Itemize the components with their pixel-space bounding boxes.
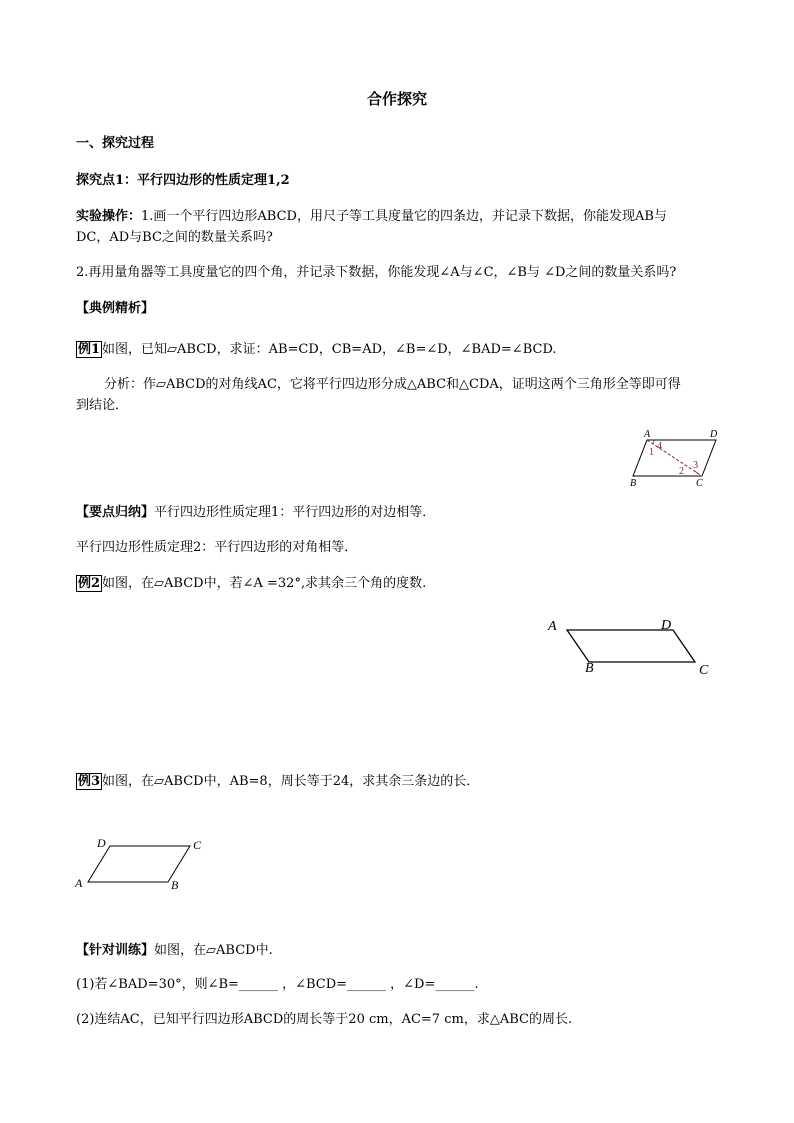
summary-line-2: 平行四边形性质定理2：平行四边形的对角相等． [76, 540, 358, 555]
experiment-label: 实验操作： [76, 209, 142, 224]
figure-1-angle-4: 4 [657, 441, 662, 452]
figure-2-label-c: C [699, 663, 709, 678]
figure-1-label-d: D [710, 429, 718, 440]
figure-3-label-d: D [97, 836, 106, 850]
example-1 [76, 339, 726, 361]
figure-3-label-c: C [193, 838, 202, 852]
experiment-line-2: DC，AD与BC之间的数量关系吗? [76, 230, 273, 245]
example-3-text: 如图，在▱ABCD中，AB=8，周长等于24，求其余三条边的长． [102, 774, 480, 789]
experiment-line-1 [76, 206, 726, 228]
figure-1-label-b: B [630, 478, 637, 489]
example-3 [76, 771, 726, 793]
experiment-text-1: 1.画一个平行四边形ABCD，用尺子等工具度量它的四条边，并记录下数据，你能发现AB与 [141, 209, 667, 224]
example-2 [76, 573, 726, 595]
explore-point-heading: 探究点1：平行四边形的性质定理1,2 [76, 173, 290, 188]
typical-heading: 【典例精析】 [76, 301, 155, 316]
training-label: 【针对训练】 [76, 943, 155, 958]
experiment-line-3: 2.再用量角器等工具度量它的四个角，并记录下数据，你能发现∠A与∠C，∠B与 ∠D之间的数量关系吗? [76, 265, 677, 280]
figure-2-parallelogram [567, 630, 695, 662]
figure-1-label-a: A [644, 429, 651, 440]
training-text: 如图，在▱ABCD中. [154, 943, 273, 958]
figure-1-angle-2: 2 [679, 466, 684, 477]
summary-text-1: 平行四边形性质定理1：平行四边形的对边相等． [154, 505, 436, 520]
figure-1-angle-arc-a [653, 440, 654, 444]
training-heading [76, 940, 726, 962]
example-3-figure [72, 836, 212, 894]
figure-3-parallelogram [88, 846, 190, 882]
example-1-analysis-2: 到结论． [76, 398, 129, 413]
figure-2-label-d: D [661, 618, 672, 633]
figure-1-label-c: C [696, 478, 703, 489]
training-question-2: (2)连结AC，已知平行四边形ABCD的周长等于20 cm，AC=7 cm，求△ABC的周长. [76, 1012, 573, 1027]
example-3-tag: 例3 [78, 774, 101, 789]
figure-3-label-a: A [75, 876, 83, 890]
example-2-figure [545, 612, 720, 678]
figure-1-angle-3: 3 [693, 460, 698, 471]
page-title: 合作探究 [366, 90, 427, 108]
example-1-text: 如图，已知▱ABCD，求证：AB=CD，CB=AD，∠B=∠D，∠BAD=∠BCD. [102, 342, 557, 357]
example-1-analysis-1: 分析：作▱ABCD的对角线AC，它将平行四边形分成△ABC和△CDA，证明这两个三角形全等即可得 [104, 377, 681, 392]
example-1-tag: 例1 [78, 342, 101, 357]
figure-2-label-a: A [548, 619, 557, 634]
example-1-figure [628, 428, 724, 490]
training-question-1: (1)若∠BAD=30°，则∠B=______ ，∠BCD=______ ，∠D=______. [76, 977, 479, 992]
figure-1-angle-1: 1 [649, 447, 654, 458]
figure-2-label-b: B [585, 661, 594, 676]
figure-1-angle-arc-c [694, 471, 698, 474]
example-2-tag: 例2 [78, 576, 101, 591]
summary-label: 【要点归纳】 [76, 505, 155, 520]
example-2-text: 如图，在▱ABCD中，若∠A =32°,求其余三个角的度数. [102, 576, 427, 591]
section-heading: 一、探究过程 [76, 136, 155, 151]
summary-line-1 [76, 502, 726, 524]
figure-3-label-b: B [171, 878, 179, 892]
